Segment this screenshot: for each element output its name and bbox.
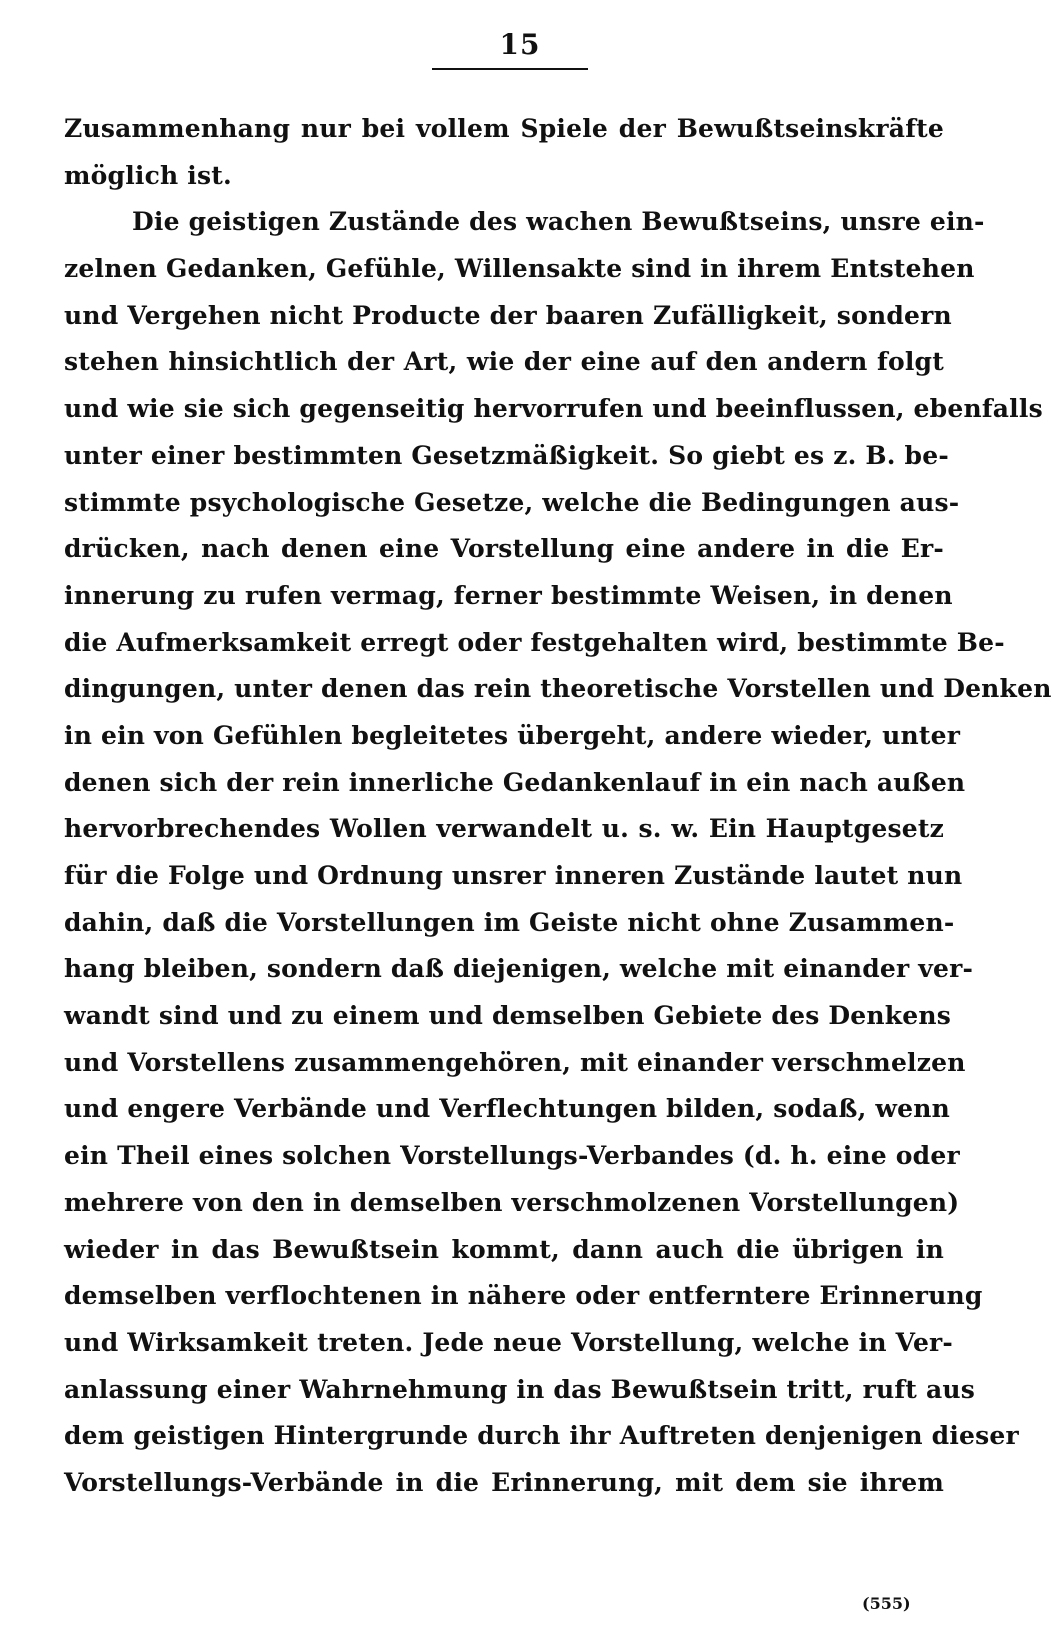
text-line: dahin, daß die Vorstellungen im Geiste nicht ohne Zusammen- (64, 907, 955, 937)
text-line: dingungen, unter denen das rein theoretische Vorstellen und Denken (64, 674, 1052, 704)
text-line: in ein von Gefühlen begleitetes übergeht, andere wieder, unter (64, 720, 961, 750)
text-line: hang bleiben, sondern daß diejenigen, welche mit einander ver- (64, 954, 974, 984)
text-line: Zusammenhang nur bei vollem Spiele der Bewußtseinskräfte (64, 114, 944, 143)
text-line: und engere Verbände und Verflechtungen bilden, sodaß, wenn (64, 1094, 951, 1124)
text-line: dem geistigen Hintergrunde durch ihr Auftreten denjenigen dieser (64, 1421, 1019, 1451)
text-line: und Wirksamkeit treten. Jede neue Vorstellung, welche in Ver- (64, 1327, 953, 1357)
text-line: möglich ist. (64, 160, 232, 190)
text-line: stehen hinsichtlich der Art, wie der eine auf den andern folgt (64, 347, 944, 377)
text-line: unter einer bestimmten Gesetzmäßigkeit. So giebt es z. B. be- (64, 440, 949, 470)
text-line: für die Folge und Ordnung unsrer inneren Zustände lautet nun (64, 861, 963, 890)
text-line: und wie sie sich gegenseitig hervorrufen und beeinflussen, ebenfalls (64, 394, 1043, 424)
text-line: wieder in das Bewußtsein kommt, dann auch die übrigen in (64, 1234, 944, 1264)
text-line: anlassung einer Wahrnehmung in das Bewußtsein tritt, ruft aus (64, 1374, 976, 1404)
text-line: mehrere von den in demselben verschmolzenen Vorstellungen) (64, 1187, 960, 1217)
text-line: drücken, nach denen eine Vorstellung eine andere in die Er- (64, 534, 944, 564)
text-line: Die geistigen Zustände des wachen Bewußtseins, unsre ein- (132, 207, 985, 237)
text-line: hervorbrechendes Wollen verwandelt u. s. w. Ein Hauptgesetz (64, 814, 944, 844)
signature-mark: (555) (862, 1594, 911, 1613)
text-line: innerung zu rufen vermag, ferner bestimmte Weisen, in denen (64, 580, 953, 610)
text-line: ein Theil eines solchen Vorstellungs-Verbandes (d. h. eine oder (64, 1141, 960, 1171)
text-line: denen sich der rein innerliche Gedankenlauf in ein nach außen (64, 767, 966, 797)
header-rule (432, 68, 588, 70)
text-line: die Aufmerksamkeit erregt oder festgehalten wird, bestimmte Be- (64, 627, 1005, 657)
text-line: wandt sind und zu einem und demselben Gebiete des Denkens (64, 1001, 952, 1031)
text-line: Vorstellungs-Verbände in die Erinnerung, mit dem sie ihrem (64, 1467, 944, 1497)
text-line: und Vergehen nicht Producte der baaren Zufälligkeit, sondern (64, 300, 952, 330)
body-text (64, 106, 1052, 1507)
text-line: demselben verflochtenen in nähere oder entferntere Erinnerung (64, 1281, 983, 1311)
text-line: zelnen Gedanken, Gefühle, Willensakte sind in ihrem Entstehen (64, 254, 975, 284)
text-line: und Vorstellens zusammengehören, mit einander verschmelzen (64, 1047, 966, 1077)
text-line: stimmte psychologische Gesetze, welche die Bedingungen aus- (64, 487, 960, 517)
page-number: 15 (499, 28, 541, 61)
